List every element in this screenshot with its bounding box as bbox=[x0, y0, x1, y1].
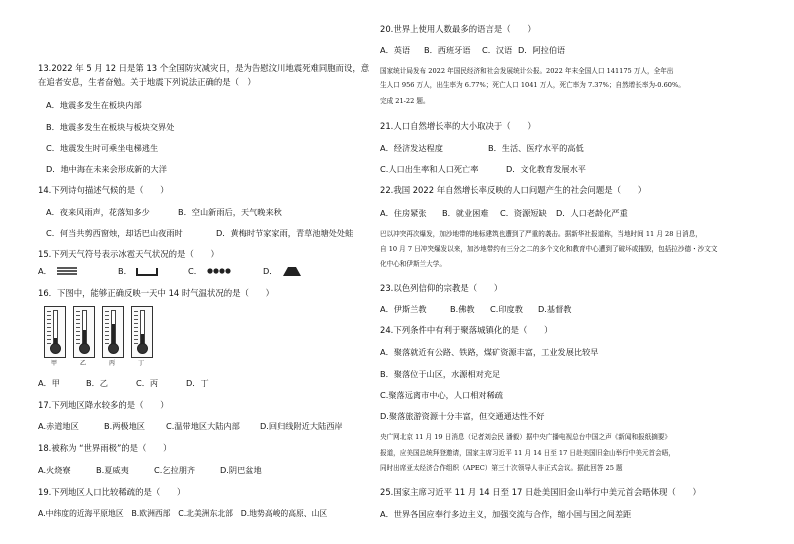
q13-stem-line2: 在追者安息，生者奋勉。关于地震下列说法正确的是（ ） bbox=[38, 77, 256, 87]
hill-symbol-icon bbox=[281, 265, 303, 277]
q24-stem: 24.下列条件中有利于聚落城镇化的是（ ） bbox=[380, 325, 553, 335]
thermometer-bulb bbox=[50, 343, 61, 354]
q16-stem: 16．下图中，能够正确反映一天中 14 时气温状况的是（ ） bbox=[38, 288, 275, 298]
q20-option-d[interactable]: D．阿拉伯语 bbox=[518, 45, 566, 55]
thermometer-label: 丁 bbox=[137, 360, 144, 367]
thermometer-bulb bbox=[108, 343, 119, 354]
q15-option-b[interactable]: B． bbox=[118, 266, 132, 276]
q19-options[interactable]: A.中纬度的近海平原地区 B.欧洲西部 C.北美洲东北部 D.地势高峻的高原、山区 bbox=[38, 509, 328, 518]
q16-thermometer-group bbox=[38, 306, 178, 368]
thermometer-icon bbox=[73, 306, 95, 358]
q22-option-c[interactable]: C．资源短缺 bbox=[500, 208, 547, 218]
q24-option-b[interactable]: B．聚落位于山区，水源相对充足 bbox=[380, 369, 501, 379]
q24-option-a[interactable]: A．聚落就近有公路、铁路，煤矿资源丰富，工业发展比较早 bbox=[380, 347, 599, 357]
q14-option-a[interactable]: A．夜来风雨声，花落知多少 bbox=[46, 207, 150, 217]
q17-stem: 17.下列地区降水较多的是（ ） bbox=[38, 400, 169, 410]
q16-option-d[interactable]: D．丁 bbox=[186, 378, 209, 388]
q15-option-d[interactable]: D． bbox=[263, 266, 278, 276]
q19-stem: 19.下列地区人口比较稀疏的是（ ） bbox=[38, 487, 186, 497]
thermometer-scale bbox=[105, 311, 109, 347]
material-1-line3: 完成 21-22 题。 bbox=[380, 97, 430, 105]
material-3-line3: 同时出席亚太经济合作组织（APEC）第三十次领导人非正式会议。据此回答 25 题 bbox=[380, 464, 623, 472]
material-1-line2: 生人口 956 万人，出生率为 6.77%；死亡人口 1041 万人，死亡率为 7.37%；自然增长率为-0.60%。 bbox=[380, 81, 685, 89]
q17-option-c[interactable]: C.温带地区大陆内部 bbox=[166, 421, 240, 431]
thermometer-icon bbox=[102, 306, 124, 358]
q18-stem: 18.被称为 “世界雨极”的是（ ） bbox=[38, 443, 172, 453]
q22-option-d[interactable]: D．人口老龄化严重 bbox=[556, 208, 628, 218]
q14-option-c[interactable]: C．何当共剪西窗烛，却话巴山夜雨时 bbox=[46, 228, 183, 238]
q13-option-b[interactable]: B．地震多发生在板块与板块交界处 bbox=[46, 122, 175, 132]
q22-option-a[interactable]: A．住房紧张 bbox=[380, 208, 427, 218]
thermometer-bulb bbox=[137, 343, 148, 354]
q13-option-c[interactable]: C．地震发生时可乘坐电梯逃生 bbox=[46, 143, 159, 153]
q15-option-a[interactable]: A． bbox=[38, 266, 52, 276]
q18-option-d[interactable]: D.阴巴盆地 bbox=[220, 465, 262, 475]
q21-stem: 21.人口自然增长率的大小取决于（ ） bbox=[380, 121, 536, 131]
q13-option-a[interactable]: A．地震多发生在板块内部 bbox=[46, 100, 142, 110]
hail-symbol-icon bbox=[56, 266, 78, 276]
q13-option-d[interactable]: D．地中海在未来会形成新的大洋 bbox=[46, 164, 167, 174]
material-2-line2: 自 10 月 7 日冲突爆发以来，加沙地带约有三分之二的多个文化和教育中心遭到了破坏或摧毁，包括拉沙德・沙文文 bbox=[380, 245, 718, 253]
q25-stem: 25.国家主席习近平 11 月 14 日至 17 日赴美国旧金山举行中美元首会晤体现（ ） bbox=[380, 487, 701, 497]
q17-option-a[interactable]: A.赤道地区 bbox=[38, 421, 79, 431]
material-3-line1: 央广网北京 11 月 19 日消息（记者刘会民 潘毅）据中央广播电视总台中国之声《新闻和报纸摘要》 bbox=[380, 433, 672, 441]
snow-symbol-icon bbox=[206, 265, 232, 277]
q22-stem: 22.我国 2022 年自然增长率反映的人口问题产生的社会问题是（ ） bbox=[380, 185, 647, 195]
q16-option-c[interactable]: C．丙 bbox=[136, 378, 159, 388]
material-1-line1: 国家统计局发布 2022 年国民经济和社会发展统计公报。2022 年末全国人口 141175 万人，全年出 bbox=[380, 67, 674, 75]
material-2-line3: 化中心和伊斯兰大学。 bbox=[380, 260, 446, 268]
q20-stem: 20.世界上使用人数最多的语言是（ ） bbox=[380, 24, 536, 34]
q16-option-b[interactable]: B．乙 bbox=[86, 378, 108, 388]
q20-option-b[interactable]: B．西班牙语 bbox=[424, 45, 471, 55]
thermometer-icon bbox=[131, 306, 153, 358]
q18-option-a[interactable]: A.火烧寮 bbox=[38, 465, 71, 475]
q24-option-c[interactable]: C.聚落远离市中心，人口相对稀疏 bbox=[380, 390, 503, 400]
thermometer-scale bbox=[47, 311, 51, 347]
sandstorm-symbol-icon bbox=[136, 266, 158, 276]
q23-option-d[interactable]: D.基督教 bbox=[538, 304, 572, 314]
thermometer-label: 乙 bbox=[79, 360, 86, 367]
q14-option-b[interactable]: B．空山新雨后，天气晚来秋 bbox=[178, 207, 282, 217]
q14-option-d[interactable]: D．黄梅时节家家雨，青草池塘处处蛙 bbox=[216, 228, 354, 238]
q17-option-d[interactable]: D.回归线附近大陆西岸 bbox=[260, 421, 343, 431]
q24-option-d[interactable]: D.聚落旅游资源十分丰富，但交通通达性不好 bbox=[380, 411, 545, 421]
q17-option-b[interactable]: B.两极地区 bbox=[104, 421, 145, 431]
q20-option-c[interactable]: C．汉语 bbox=[482, 45, 513, 55]
q13-stem-line1: 13.2022 年 5 月 12 日是第 13 个全国防灾减灾日，是为告慰汶川地震死难同胞而设，意 bbox=[38, 63, 370, 73]
q20-option-a[interactable]: A．英语 bbox=[380, 45, 411, 55]
q15-stem: 15.下列天气符号表示冰雹天气状况的是（ ） bbox=[38, 249, 219, 259]
thermometer-label: 丙 bbox=[108, 360, 115, 367]
q14-stem: 14.下列诗句描述气候的是（ ） bbox=[38, 185, 169, 195]
q23-option-b[interactable]: B.佛教 bbox=[450, 304, 475, 314]
thermometer-scale bbox=[134, 311, 138, 347]
q23-option-c[interactable]: C.印度教 bbox=[490, 304, 523, 314]
q18-option-b[interactable]: B.夏威夷 bbox=[96, 465, 129, 475]
thermometer-scale bbox=[76, 311, 80, 347]
q15-weather-symbols bbox=[38, 264, 338, 280]
q21-option-a[interactable]: A．经济发达程度 bbox=[380, 143, 443, 153]
q22-option-b[interactable]: B．就业困难 bbox=[442, 208, 489, 218]
q25-option-a[interactable]: A．世界各国应奉行多边主义，加强交流与合作，缩小国与国之间差距 bbox=[380, 509, 632, 519]
q23-option-a[interactable]: A．伊斯兰教 bbox=[380, 304, 427, 314]
q15-option-c[interactable]: C． bbox=[188, 266, 202, 276]
material-3-line2: 报道，应美国总统拜登邀请，国家主席习近平 11 月 14 日至 17 日赴美国旧金山举行中美元首会晤， bbox=[380, 449, 675, 457]
q18-option-c[interactable]: C.乞拉朋齐 bbox=[154, 465, 196, 475]
q21-option-b[interactable]: B．生活、医疗水平的高低 bbox=[488, 143, 584, 153]
q16-option-a[interactable]: A．甲 bbox=[38, 378, 60, 388]
material-2-line1: 巴以冲突再次爆发，加沙地带的地标建筑也遭到了严重的袭击。据新华社报道称，当地时间 11 月 28 日消息， bbox=[380, 230, 702, 238]
thermometer-icon bbox=[44, 306, 66, 358]
q21-option-d[interactable]: D．文化教育发展水平 bbox=[506, 164, 586, 174]
thermometer-label: 甲 bbox=[50, 360, 57, 367]
thermometer-bulb bbox=[79, 343, 90, 354]
q23-stem: 23.以色列信仰的宗教是（ ） bbox=[380, 283, 503, 293]
q21-option-c[interactable]: C.人口出生率和人口死亡率 bbox=[380, 164, 479, 174]
